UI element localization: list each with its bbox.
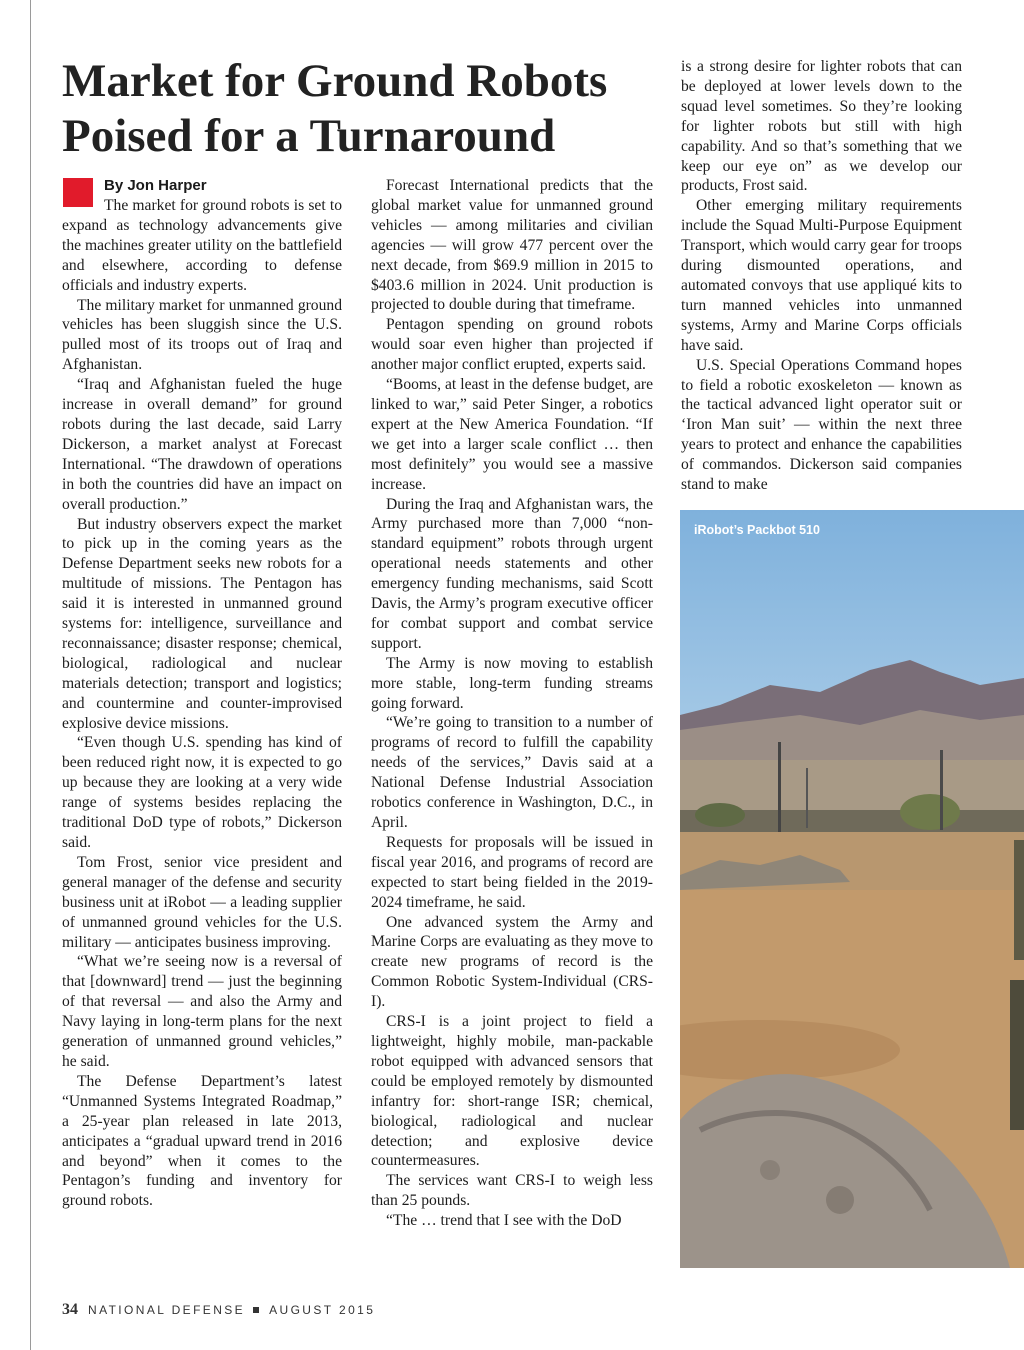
paragraph: “Booms, at least in the defense budget, are linked to war,” said Peter Singer, a robotics expert at the New America Foundation. “If we get into a larger scale conflict … then most definitely” you would see a massive increase. bbox=[371, 376, 653, 493]
paragraph: Other emerging military requirements include the Squad Multi-Purpose Equipment Transport, which would carry gear for troops during dismounted operations, and automated convoys that use appliqué kits to turn manned vehicles into unmanned systems, Army and Marine Corps officials have said. bbox=[681, 197, 962, 354]
paragraph: But industry observers expect the market to pick up in the coming years as the Defense Department seeks new robots for a multitude of missions. The Pentagon has said it is interested in unmanned ground systems for: intelligence, surveillance and reconnaissance; disaster response; chemical, biological, radiological and nuclear materials detection; transport and logistics; and countermine and counter-improvised explosive device missions. bbox=[62, 515, 342, 732]
publication-name: NATIONAL DEFENSE bbox=[88, 1303, 246, 1317]
paragraph: One advanced system the Army and Marine Corps are evaluating as they move to create new programs of record is the Common Robotic System-Individual (CRS-I). bbox=[371, 913, 653, 1011]
byline: By Jon Harper bbox=[104, 177, 207, 194]
paragraph: The military market for unmanned ground vehicles has been sluggish since the U.S. pulled most of its troops out of Iraq and Afghanistan. bbox=[62, 296, 342, 374]
paragraph: During the Iraq and Afghanistan wars, the Army purchased more than 7,000 “non-standard equipment” robots through urgent operational needs statements and other emergency funding mechanisms, said Scott Davis, the Army’s program executive officer for combat support and combat service support. bbox=[371, 495, 653, 652]
paragraph: The Army is now moving to establish more stable, long-term funding streams going forward. bbox=[371, 654, 653, 712]
paragraph: Pentagon spending on ground robots would soar even higher than projected if another major conflict erupted, experts said. bbox=[371, 316, 653, 374]
paragraph: “Iraq and Afghanistan fueled the huge increase in overall demand” for ground robots during the last decade, said Larry Dickerson, a market analyst at Forecast International. “The drawdown of operations in both the countries did have an impact on overall production.” bbox=[62, 376, 342, 513]
article-title: Market for Ground Robots Poised for a Turnaround bbox=[62, 55, 608, 162]
paragraph: Tom Frost, senior vice president and general manager of the defense and security business unit at iRobot — a leading supplier of unmanned ground vehicles for the U.S. military — anticipates business improving. bbox=[62, 853, 342, 951]
paragraph: The services want CRS-I to weigh less than 25 pounds. bbox=[371, 1172, 653, 1210]
desert-scene-illustration bbox=[680, 510, 1024, 1268]
column-3 bbox=[681, 57, 962, 495]
paragraph: “What we’re seeing now is a reversal of that [downward] trend — just the beginning of that reversal — and also the Army and Navy laying in long-term plans for the next generation of unmanned ground vehicles,” he said. bbox=[62, 953, 342, 1070]
paragraph: U.S. Special Operations Command hopes to field a robotic exoskeleton — known as the tactical advanced light operator suit or ‘Iron Man suit’ — within the next three years to protect and enhance the capabilities of commandos. Dickerson said companies stand to make bbox=[681, 356, 962, 494]
packbot-photo bbox=[680, 510, 1024, 1268]
paragraph: is a strong desire for lighter robots that can be deployed at lower levels down to the squad level sometimes. So they’re looking for lighter robots but still with high capability. And so that’s something that we keep our eye on” as we develop our products, Frost said. bbox=[681, 58, 962, 195]
paragraph: “The … trend that I see with the DoD bbox=[386, 1212, 622, 1230]
photo-caption: iRobot’s Packbot 510 bbox=[694, 523, 820, 537]
paragraph: “We’re going to transition to a number of programs of record to fulfill the capability needs of the services,” Davis said at a National Defense Industrial Association robotics conference in Washington, D.C., in April. bbox=[371, 714, 653, 831]
column-2 bbox=[371, 176, 653, 1231]
paragraph: Requests for proposals will be issued in fiscal year 2016, and programs of record are expected to start being fielded in the 2019-2024 timeframe, he said. bbox=[371, 833, 653, 911]
page-edge-rule bbox=[30, 0, 31, 1350]
paragraph: The market for ground robots is set to expand as technology advancements give the machines greater utility on the battlefield and elsewhere, according to defense officials and industry experts. bbox=[62, 197, 342, 294]
issue-date: AUGUST 2015 bbox=[269, 1303, 376, 1317]
page-footer bbox=[62, 1301, 375, 1319]
column-1 bbox=[62, 196, 342, 1211]
footer-separator bbox=[253, 1307, 259, 1313]
paragraph: CRS-I is a joint project to field a lightweight, highly mobile, man-packable robot equipped with advanced sensors that could be employed remotely by dismounted infantry for: short-range ISR; chemical, biological, radiological and nuclear detection; and explosive device countermeasures. bbox=[371, 1013, 653, 1170]
page-number: 34 bbox=[62, 1301, 78, 1318]
paragraph: The Defense Department’s latest “Unmanned Systems Integrated Roadmap,” a 25-year plan released in late 2013, anticipates a “gradual upward trend in 2016 and beyond” when it comes to the Pentagon’s funding and inventory for ground robots. bbox=[62, 1072, 342, 1210]
paragraph: “Even though U.S. spending has kind of been reduced right now, it is expected to go up because they are looking at a very wide range of systems besides replacing the traditional DoD type of robots,” Dickerson said. bbox=[62, 734, 342, 851]
paragraph: Forecast International predicts that the global market value for unmanned ground vehicles — among militaries and civilian agencies — will grow 477 percent over the next decade, from $69.9 million in 2015 to $403.6 million in 2024. Unit production is projected to double during that timeframe. bbox=[371, 177, 653, 314]
